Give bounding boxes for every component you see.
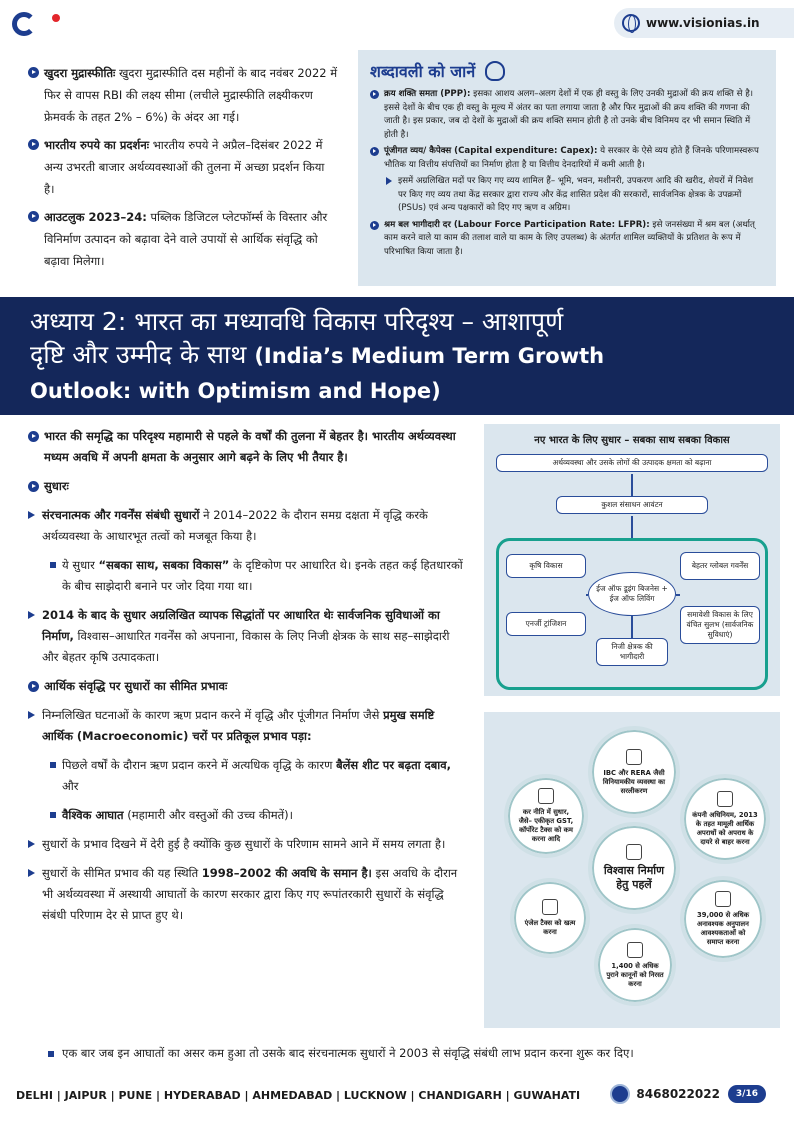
diagram-top-box: अर्थव्यवस्था और उसके लोगों की उत्पादक क्षमता को बढ़ाना	[496, 454, 768, 472]
gavel-icon	[627, 942, 643, 958]
bullet-circle-icon	[28, 139, 39, 150]
banner-line-1: अध्याय 2: भारत का मध्यावधि विकास परिदृश्य – आशापूर्ण	[30, 307, 564, 336]
reforms-heading: सुधारः	[28, 476, 468, 497]
phone-icon	[610, 1084, 630, 1104]
arrow-bullet-icon	[28, 869, 35, 877]
diagram-right2: समावेशी विकास के लिए वंचित सुलभ (सार्वजनिक सुविधाएं)	[680, 606, 760, 644]
diagram-left2: एनर्जी ट्रांजिशन	[506, 612, 586, 636]
bullet-circle-icon	[370, 147, 379, 156]
bubble-compliance: 39,000 से अधिक अनावश्यक अनुपालन आवश्यकताओं को समाप्त करना	[680, 876, 766, 962]
bullet-retail-inflation: खुदरा मुद्रास्फीतिः खुदरा मुद्रास्फीति दस महीनों के बाद नवंबर 2022 में फिर से वापस RBI की लक्ष्य सीमा (लचीले मुद्रास्फीति लक्ष्यीकरण फ्रेमवर्क के तहत 2% – 6%) के अंदर आ गई।	[28, 62, 338, 128]
glossary-item-ppp: क्रय शक्ति समता (PPP): इसका आशय अलग–अलग देशों में एक ही वस्तु के लिए उनकी मुद्राओं की क्रय शक्ति से है। इससे देशों के बीच एक ही वस्तु के मूल्य में अंतर का पता लगाया जाता है और फिर मुद्राओं की क्रय शक्ति की गणना की जाती है। इस प्रकार, जब दो देशों के मुद्राओं की क्रय शक्ति समान होती है तो उनके बीच विनिमय दर भी समान स्थिति में होती है।	[370, 88, 764, 142]
search-law-icon	[717, 791, 733, 807]
square-bullet-icon	[50, 562, 56, 568]
impact-heading: आर्थिक संवृद्धि पर सुधारों का सीमित प्रभावः	[28, 676, 468, 697]
diagram-left1: कृषि विकास	[506, 554, 586, 578]
footer-cities: DELHI | JAIPUR | PUNE | HYDERABAD | AHMEDABAD | LUCKNOW | CHANDIGARH | GUWAHATI	[16, 1088, 581, 1102]
diagram-center: ईज ऑफ डूइंग बिजनेस + ईज ऑफ लिविंग	[588, 572, 676, 616]
glossary-sub-capex: इसमें अग्रलिखित मदों पर किए गए व्यय शामिल हैं– भूमि, भवन, मशीनरी, उपकरण आदि की खरीद, शेयरों में निवेश पर किए गए व्यय तथा केंद्र सरकार द्वारा राज्य और केंद्र शासित प्रदेश की सरकारों, सार्वजनिक क्षेत्रक के उपक्रमों (PSUs) एवं अन्य पक्षकारों को दिए गए ऋण व अग्रिम।	[370, 175, 764, 216]
intro-bullet: भारत की समृद्धि का परिदृश्य महामारी से पहले के वर्षों की तुलना में बेहतर है। भारतीय अर्थव्यवस्था मध्यम अवधि में अपनी क्षमता के अनुसार आगे बढ़ने के लिए भी तैयार है।	[28, 426, 468, 468]
glossary-title: शब्दावली को जानें	[370, 60, 764, 82]
page-number: 3/16	[728, 1085, 766, 1103]
impact-item-1: निम्नलिखित घटनाओं के कारण ऋण प्रदान करने में वृद्धि और पूंजीगत निर्माण जैसे प्रमुख समष्टि आर्थिक (Macroeconomic) चरों पर प्रतिकूल प्रभाव पड़ा:	[28, 705, 468, 747]
square-bullet-icon	[50, 762, 56, 768]
impact-item-2: सुधारों के प्रभाव दिखने में देरी हुई है क्योंकि कुछ सुधारों के परिणाम सामने आने में समय लगता है।	[28, 834, 468, 855]
tax-document-icon	[538, 788, 554, 804]
banner-line-2: दृष्टि और उम्मीद के साथ (India’s Medium Term Growth	[30, 340, 605, 369]
bullet-circle-icon	[28, 67, 39, 78]
vision-ias-logo-icon	[12, 12, 36, 36]
impact-item-3: सुधारों के सीमित प्रभाव की यह स्थिति 1998–2002 की अवधि के समान है। इस अवधि के दौरान भी अर्थव्यवस्था में अस्थायी आघातों के कारण सरकार द्वारा किए गए रूपांतरकारी सुधारों के संवृद्धि संबंधी परिणाम देर से प्राप्त हुए थे।	[28, 863, 468, 926]
diagram-connector	[631, 516, 633, 538]
bullet-circle-icon	[370, 90, 379, 99]
bullet-circle-icon	[370, 221, 379, 230]
chapter-banner	[0, 297, 794, 415]
money-icon	[542, 899, 558, 915]
handshake-icon	[626, 844, 642, 860]
square-bullet-icon	[48, 1051, 54, 1057]
lightbulb-icon	[485, 61, 505, 81]
arrow-bullet-icon	[28, 511, 35, 519]
diagram-mid-box: कुशल संसाधन आवंटन	[556, 496, 708, 514]
bubble-company-act: कंपनी अधिनियम, 2013 के तहत मामूली आर्थिक अपराधों को अपराध के दायरे से बाहर करना	[680, 774, 770, 864]
final-sub-bullet: एक बार जब इन आघातों का असर कम हुआ तो उसके बाद संरचनात्मक सुधारों ने 2003 से संवृद्धि संबंधी लाभ प्रदान करना शुरू कर दिए।	[48, 1043, 788, 1064]
logo-dot-icon	[52, 14, 60, 22]
bullet-circle-icon	[28, 431, 39, 442]
impact-item-1b: वैश्विक आघात (महामारी और वस्तुओं की उच्च कीमतें)।	[28, 805, 468, 826]
main-content	[28, 426, 468, 934]
diagram-bottom: निजी क्षेत्रक की भागीदारी	[596, 638, 668, 666]
diagram-connector	[586, 594, 588, 596]
diagram-connector	[631, 616, 633, 638]
diagram-connector	[631, 474, 633, 496]
arrow-bullet-icon	[28, 711, 35, 719]
square-bullet-icon	[50, 812, 56, 818]
reforms-item-1: संरचनात्मक और गवर्नेंस संबंधी सुधारों ने 2014–2022 के दौरान समग्र दक्षता में वृद्धि करके अर्थव्यवस्था के आधारभूत तत्वों को मजबूत किया है।	[28, 505, 468, 547]
bullet-circle-icon	[28, 481, 39, 492]
glossary-item-lfpr: श्रम बल भागीदारी दर (Labour Force Participation Rate: LFPR): इसे जनसंख्या में श्रम बल (अर्थात् काम करने वाले या काम की तलाश वाले या काम के लिए उपलब्ध) के अंतर्गत शामिल व्यक्तियों के प्रतिशत के रूप में परिभाषित किया जाता है।	[370, 219, 764, 260]
diagram-title: नए भारत के लिए सुधार – सबका साथ सबका विकास	[534, 435, 730, 446]
website-pill[interactable]	[614, 8, 794, 38]
reforms-item-2: 2014 के बाद के सुधार अग्रलिखित व्यापक सिद्धांतों पर आधारित थेः सार्वजनिक सुविधाओं का निर्माण, विश्वास–आधारित गवर्नेंस को अपनाना, विकास के लिए निजी क्षेत्रक के साथ सह–साझेदारी और बेहतर कृषि उत्पादकता।	[28, 605, 468, 668]
bubble-old-laws: 1,400 से अधिक पुराने कानूनों को निरस्त करना	[594, 924, 676, 1006]
glossary-item-capex: पूंजीगत व्यय/ कैपेक्स (Capital expenditure: Capex): ये सरकार के ऐसे व्यय होते हैं जिनके परिणामस्वरूप भौतिक या वित्तीय संपत्तियों का निर्माण होता है या वित्तीय देनदारियों में कमी आती है।	[370, 145, 764, 172]
bubble-ibc-rera: IBC और RERA जैसी विनियामकीय व्यवस्था का सरलीकरण	[588, 726, 680, 818]
bubble-center-trust: विश्वास निर्माण हेतु पहलें	[588, 822, 680, 914]
banner-line-3: Outlook: with Optimism and Hope)	[30, 379, 441, 403]
glossary-box	[358, 50, 776, 286]
footer-phone[interactable]: 8468022022	[636, 1087, 720, 1101]
arrow-bullet-icon	[386, 177, 392, 185]
bubble-tax-policy: कर नीति में सुधार, जैसे– एकीकृत GST, कॉर्पोरेट टैक्स को कम करना आदि	[504, 774, 588, 858]
regulation-icon	[626, 749, 642, 765]
impact-item-1a: पिछले वर्षों के दौरान ऋण प्रदान करने में अत्यधिक वृद्धि के कारण बैलेंस शीट पर बढ़ता दबाव, और	[28, 755, 468, 797]
trust-building-infographic	[484, 712, 780, 1028]
arrow-bullet-icon	[28, 840, 35, 848]
bullet-outlook: आउटलुक 2023–24: पब्लिक डिजिटल प्लेटफॉर्म्स के विस्तार और विनिर्माण उत्पादन को बढ़ावा देने वाले उपायों से आर्थिक संवृद्धि को बढ़ावा मिलेगा।	[28, 206, 338, 272]
reforms-diagram	[484, 424, 780, 696]
bubble-angel-tax: एंजेल टैक्स को खत्म करना	[510, 878, 590, 958]
reforms-item-1-sub: ये सुधार “सबका साथ, सबका विकास” के दृष्टिकोण पर आधारित थे। इनके तहत कई हितधारकों के बीच साझेदारी बनाने पर जोर दिया गया था।	[28, 555, 468, 597]
bullet-rupee-performance: भारतीय रुपये का प्रदर्शनः भारतीय रुपये ने अप्रैल–दिसंबर 2022 में अन्य उभरती बाजार अर्थव्यवस्थाओं की तुलना में अच्छा प्रदर्शन किया है।	[28, 134, 338, 200]
footer-contact	[610, 1084, 766, 1104]
bullet-circle-icon	[28, 211, 39, 222]
globe-icon	[622, 14, 640, 32]
diagram-right1: बेहतर ग्लोबल गवर्नेंस	[680, 552, 760, 580]
page-footer	[0, 1082, 794, 1108]
bullet-circle-icon	[28, 681, 39, 692]
page-header	[0, 0, 794, 44]
left-top-bullets	[28, 62, 338, 278]
checklist-icon	[715, 891, 731, 907]
diagram-connector	[676, 594, 680, 596]
arrow-bullet-icon	[28, 611, 35, 619]
website-url[interactable]: www.visionias.in	[646, 16, 760, 30]
